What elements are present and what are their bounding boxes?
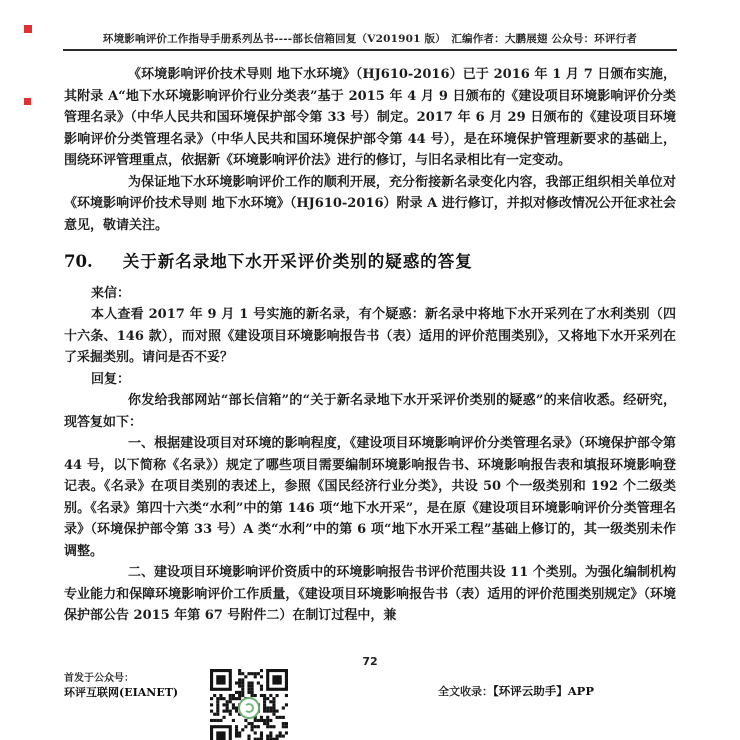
section-title: 关于新名录地下水开采评价类别的疑惑的答复 bbox=[122, 252, 473, 271]
intro-paragraph-1: 《环境影响评价技术导则 地下水环境》（HJ610-2016）已于 2016 年 1 月 7 日颁布实施，其附录 A“地下水环境影响评价行业分类表”基于 2015 年 4 月 9 日颁布的《建设项目环境影响评价分类管理名录》（中华人民共和国环境保护部令第 33 号）制定。2017 年 6 月 29 日颁布的《建设项目环境影响评价分类管理名录》（中华人民共和国环境保护部令第 44 号），是在环境保护管理新要求的基础上，围绕环评管理重点，依据新《环境影响评价法》进行的修订，与旧名录相比有一定变动。 bbox=[64, 67, 676, 168]
section-number: 70. bbox=[64, 252, 93, 271]
letter-body: 本人查看 2017 年 9 月 1 号实施的新名录，有个疑惑：新名录中将地下水开采列在了水利类别（四十六条、146 款），而对照《建设项目环境影响报告书（表）适用的评价范围类别》，又将地下水开采列在了采掘类别。请问是否不妥？ bbox=[64, 307, 676, 365]
qr-code bbox=[210, 669, 288, 740]
footer-publisher-line2: 环评互联网(EIANET) bbox=[64, 685, 179, 699]
footer-app-prefix: 全文收录： bbox=[438, 685, 493, 698]
document-body bbox=[64, 64, 676, 627]
letter-label: 来信： bbox=[91, 285, 131, 301]
section-heading bbox=[64, 251, 676, 273]
header-divider bbox=[63, 49, 677, 51]
reply-paragraph-1: 一、根据建设项目对环境的影响程度，《建设项目环境影响评价分类管理名录》（环境保护部令第 44 号，以下简称《名录》）规定了哪些项目需要编制环境影响报告书、环境影响报告表和填报环境影响登记表。《名录》在项目类别的表述上，参照《国民经济行业分类》，共设 50 个一级类别和 192 个二级类别。《名录》第四十六类“水利”中的第 146 项“地下水开采”，是在原《建设项目环境影响评价分类管理名录》（环境保护部令第 33 号）A 类“水利”中的第 6 项“地下水开采工程”基础上修订的，其一级类别未作调整。 bbox=[64, 436, 676, 559]
page-number: 72 bbox=[362, 655, 378, 668]
footer-publisher-line1: 首发于公众号： bbox=[64, 673, 134, 684]
qr-center-logo-icon bbox=[238, 697, 260, 719]
footer-app-name: 【环评云助手】APP bbox=[493, 684, 594, 698]
footer-publisher bbox=[64, 672, 178, 699]
red-annotation-marker-top bbox=[24, 25, 32, 33]
page-header: 环境影响评价工作指导手册系列丛书----部长信箱回复（V201901 版） 汇编作者：大鹏展翅 公众号：环评行者 bbox=[102, 33, 638, 45]
reply-intro: 你发给我部网站“部长信箱”的“关于新名录地下水开采评价类别的疑惑”的来信收悉。经研究，现答复如下： bbox=[64, 393, 676, 430]
red-annotation-marker-left bbox=[24, 98, 31, 105]
intro-paragraph-2: 为保证地下水环境影响评价工作的顺利开展，充分衔接新名录变化内容，我部正组织相关单位对《环境影响评价技术导则 地下水环境》（HJ610-2016）附录 A 进行修订，并拟对修改情况公开征求社会意见，敬请关注。 bbox=[64, 174, 676, 233]
footer-app-note bbox=[438, 683, 594, 699]
reply-label: 回复： bbox=[91, 371, 131, 387]
reply-paragraph-2: 二、建设项目环境影响评价资质中的环境影响报告书评价范围共设 11 个类别。为强化编制机构专业能力和保障环境影响评价工作质量，《建设项目环境影响报告书（表）适用的评价范围类别规定》（环境保护部公告 2015 年第 67 号附件二）在制订过程中，兼 bbox=[64, 565, 676, 623]
